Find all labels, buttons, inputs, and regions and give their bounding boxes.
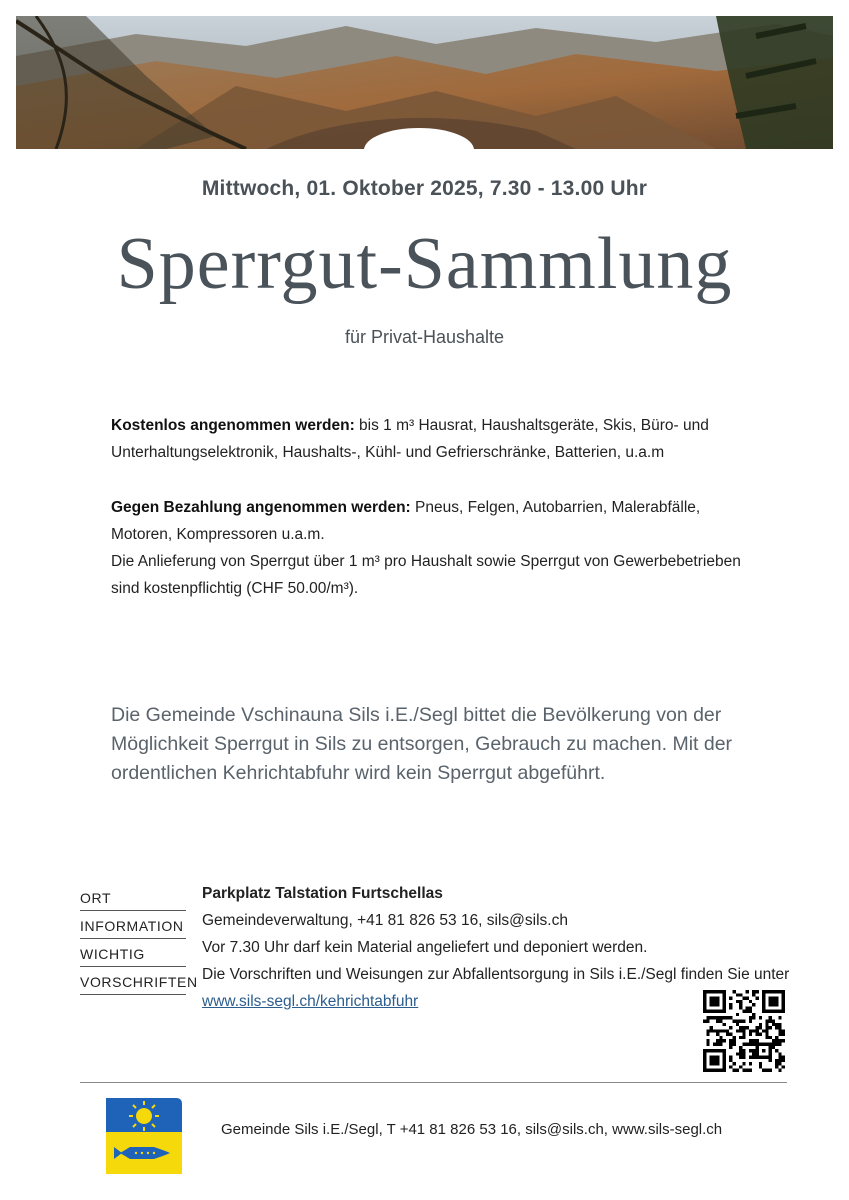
paid-items-section bbox=[111, 494, 751, 548]
event-date: Mittwoch, 01. Oktober 2025, 7.30 - 13.00 Uhr bbox=[201, 177, 648, 200]
value-wichtig: Vor 7.30 Uhr darf kein Material angeliefert und deponiert werden. bbox=[202, 939, 648, 956]
page-subtitle: für Privat-Haushalte bbox=[344, 327, 505, 347]
free-items-section bbox=[111, 412, 751, 466]
footer-divider bbox=[80, 1082, 787, 1083]
label-information: INFORMATION bbox=[80, 912, 186, 939]
free-items-text-1: bis 1 m³ Hausrat, Haushaltsgeräte, Skis, Büro- und bbox=[359, 417, 709, 434]
footer-contact: Gemeinde Sils i.E./Segl, T +41 81 826 53 16, sils@sils.ch, www.sils-segl.ch bbox=[221, 1121, 723, 1138]
label-ort: ORT bbox=[80, 884, 186, 911]
value-information: Gemeindeverwaltung, +41 81 826 53 16, sils@sils.ch bbox=[202, 912, 568, 929]
appeal-line-3: ordentlichen Kehrichtabfuhr wird kein Sperrgut abgeführt. bbox=[111, 762, 606, 784]
appeal-line-2: Möglichkeit Sperrgut in Sils zu entsorgen, Gebrauch zu machen. Mit der bbox=[111, 733, 733, 755]
label-wichtig: WICHTIG bbox=[80, 940, 186, 967]
appeal-line-1: Die Gemeinde Vschinauna Sils i.E./Segl bittet die Bevölkerung von der bbox=[111, 704, 722, 726]
fee-text-1: Die Anlieferung von Sperrgut über 1 m³ pro Haushalt sowie Sperrgut von Gewerbebetrieben bbox=[111, 553, 741, 570]
page-title: Sperrgut-Sammlung bbox=[116, 223, 733, 305]
fee-text-2: sind kostenpflichtig (CHF 50.00/m³). bbox=[111, 580, 359, 597]
details-labels bbox=[80, 884, 198, 996]
value-ort: Parkplatz Talstation Furtschellas bbox=[202, 885, 443, 902]
qr-code[interactable] bbox=[703, 990, 785, 1072]
paid-items-label: Gegen Bezahlung angenommen werden: bbox=[111, 499, 411, 516]
value-vorschriften: Die Vorschriften und Weisungen zur Abfallentsorgung in Sils i.E./Segl finden Sie unter bbox=[202, 966, 790, 983]
coat-of-arms-logo bbox=[106, 1098, 182, 1174]
paid-items-text-1: Pneus, Felgen, Autobarrien, Malerabfälle, bbox=[415, 499, 701, 516]
label-vorschriften: VORSCHRIFTEN bbox=[80, 968, 186, 995]
free-items-text-2: Unterhaltungselektronik, Haushalts-, Kühl- und Gefrierschränke, Batterien, u.a.m bbox=[111, 444, 665, 461]
appeal-paragraph bbox=[111, 701, 751, 788]
free-items-label: Kostenlos angenommen werden: bbox=[111, 417, 355, 434]
fee-section bbox=[111, 548, 751, 602]
paid-items-text-2: Motoren, Kompressoren u.a.m. bbox=[111, 526, 325, 543]
kehrichtabfuhr-link[interactable]: www.sils-segl.ch/kehrichtabfuhr bbox=[202, 993, 419, 1010]
